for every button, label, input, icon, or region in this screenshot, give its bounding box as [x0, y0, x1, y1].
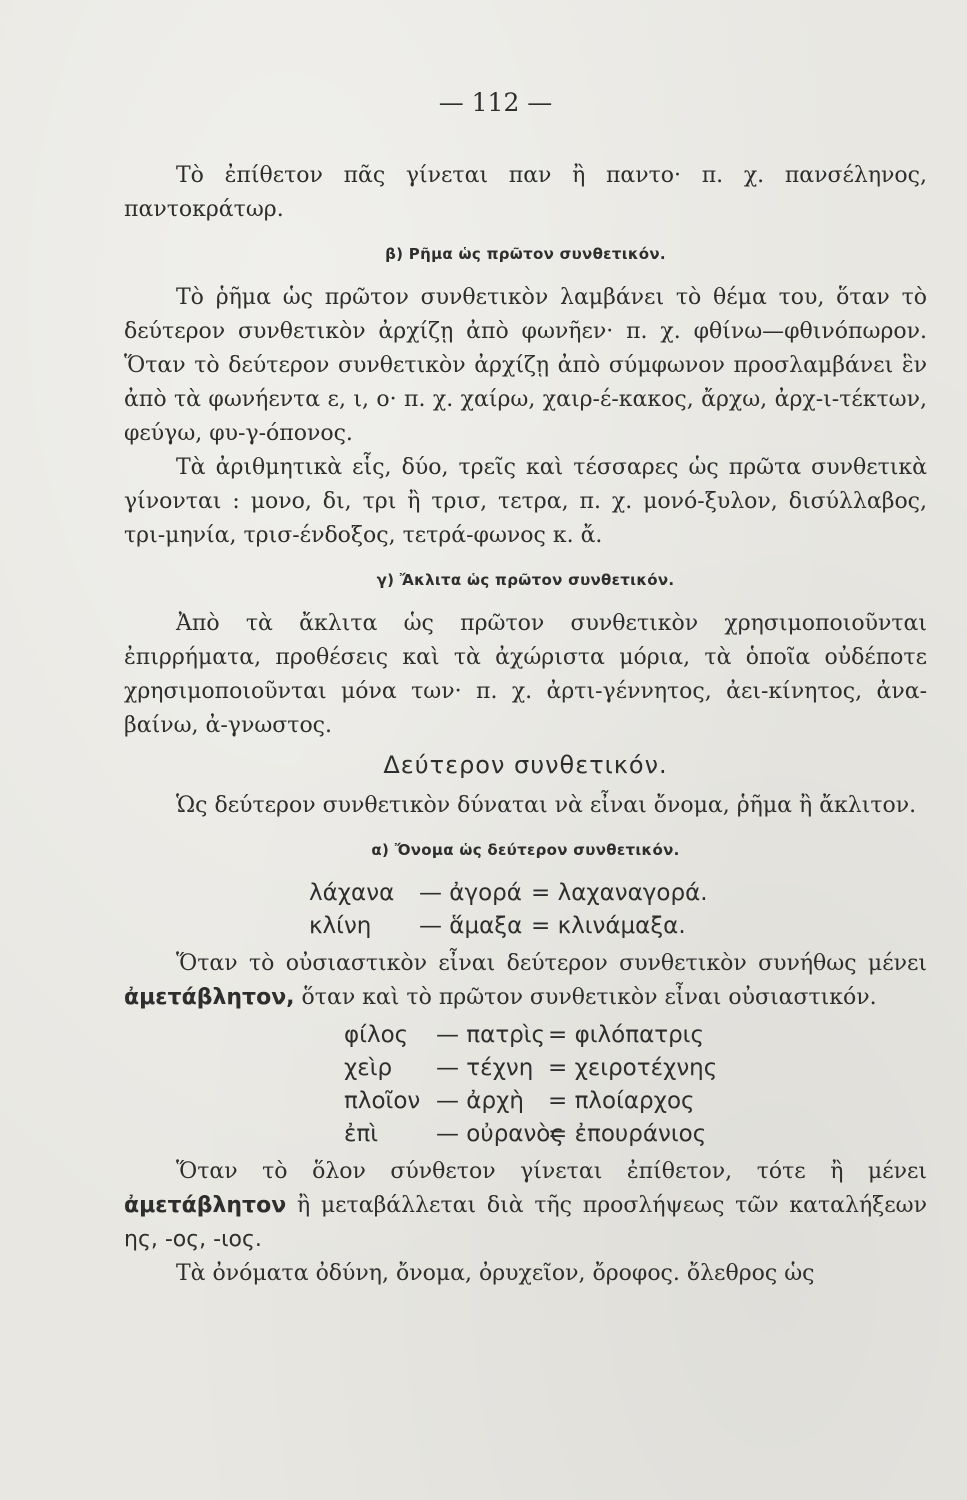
example-row: [344, 1052, 927, 1085]
example-row: [309, 877, 927, 910]
section-heading-alpha: α) Ὄνομα ὡς δεύτερον συνθετικόν.: [371, 841, 680, 859]
text-run: ἢ μεταβάλλεται διὰ τῆς προσλήψεως τῶν καταλήξεων: [296, 1193, 927, 1218]
example-second: — ἅμαξα: [419, 913, 523, 939]
paragraph-noun-unchanged: [124, 947, 927, 1015]
paragraph-numerals: Τὰ ἀριθμητικὰ εἷς, δύο, τρεῖς καὶ τέσσαρες ὡς πρῶτα συνθετικὰ γίνονται : μονο, δι, τρι ἢ τρισ, τετρα, π. χ. μονό-ξυλον, δισύλλαβος, τρι-μηνία, τρισ-ένδοξος, τετρά-φωνος κ. ἄ.: [124, 455, 927, 548]
paragraph-indeclinables: Ἀπὸ τὰ ἄκλιτα ὡς πρῶτον συνθετικὸν χρησιμοποιοῦνται ἐπιρρήματα, προθέσεις καὶ τὰ ἀχώριστα μόρια, τὰ ὁποῖα οὐδέποτε χρησιμοποιοῦνται μόνα των· π. χ. ἀρτι-γέννητος, ἀει-κίνητος, ἀνα-βαίνω, ἀ-γνωστος.: [124, 611, 927, 738]
page-number: — 112 —: [438, 88, 553, 117]
section-heading-beta: β) Ρῆμα ὡς πρῶτον συνθετικόν.: [385, 245, 666, 263]
example-second: — ἀγορά: [419, 880, 522, 906]
example-second: — πατρὶς: [436, 1022, 546, 1048]
example-result: = φιλόπατρις: [548, 1022, 704, 1048]
example-row: [309, 910, 927, 943]
example-result: = πλοίαρχος: [548, 1088, 695, 1114]
examples-noun-noun: [124, 877, 927, 943]
example-first: κλίνη: [309, 913, 372, 939]
example-result: = κλινάμαξα.: [531, 913, 686, 939]
section-heading-second-component: Δεύτερον συνθετικόν.: [383, 751, 668, 779]
example-result: = ἐπουράνιος: [548, 1121, 707, 1147]
example-first: φίλος: [344, 1022, 409, 1048]
example-result: = χειροτέχνης: [548, 1055, 718, 1081]
example-first: πλοῖον: [344, 1088, 421, 1114]
text-run: Ὅταν τὸ οὐσιαστικὸν εἶναι δεύτερον συνθετικὸν συνήθως μένει: [176, 951, 927, 976]
paragraph-second-component: Ὡς δεύτερον συνθετικὸν δύναται νὰ εἶναι ὄνομα, ῥῆμα ἢ ἄκλιτον.: [176, 793, 917, 818]
paragraph-names-continued: Τὰ ὀνόματα ὀδύνη, ὄνομα, ὀρυχεῖον, ὄροφος. ὄλεθρος ὡς: [176, 1261, 815, 1286]
example-first: ἐπὶ: [344, 1121, 379, 1147]
example-second: — οὐρανὸς: [436, 1121, 564, 1147]
paragraph-adjective-compound: [124, 1155, 927, 1257]
example-row: [344, 1118, 927, 1151]
bold-term: ἀμετάβλητον,: [124, 985, 295, 1010]
text-run: ὅταν καὶ τὸ πρῶτον συνθετικὸν εἶναι οὐσιαστικόν.: [301, 985, 877, 1010]
paragraph-verb-first: Τὸ ῥῆμα ὡς πρῶτον συνθετικὸν λαμβάνει τὸ θέμα του, ὅταν τὸ δεύτερον συνθετικὸν ἀρχίζῃ ἀπὸ φωνῆεν· π. χ. φθίνω—φθινόπωρον. Ὅταν τὸ δεύτερον συνθετικὸν ἀρχίζῃ ἀπὸ σύμφωνον προσλαμβάνει ἓν ἀπὸ τὰ φωνήεντα ε, ι, ο· π. χ. χαίρω, χαιρ-έ-κακος, ἄρχω, ἀρχ-ι-τέκτων, φεύγω, φυ-γ-όπονος.: [124, 285, 927, 446]
bold-term: ἀμετάβλητον: [124, 1193, 287, 1218]
examples-compound-adjectives: [124, 1019, 927, 1151]
example-second: — τέχνη: [436, 1055, 534, 1081]
example-first: λάχανα: [309, 880, 395, 906]
suffix-list: ης, -ος, -ιος.: [124, 1227, 262, 1252]
text-run: Ὅταν τὸ ὅλον σύνθετον γίνεται ἐπίθετον, τότε ἢ μένει: [176, 1159, 927, 1184]
paragraph-pas: Τὸ ἐπίθετον πᾶς γίνεται παν ἢ παντο· π. χ. πανσέληνος, παντοκράτωρ.: [124, 163, 927, 222]
section-heading-gamma: γ) Ἄκλιτα ὡς πρῶτον συνθετικόν.: [376, 571, 675, 589]
example-row: [344, 1019, 927, 1052]
example-first: χεὶρ: [344, 1055, 393, 1081]
example-row: [344, 1085, 927, 1118]
example-result: = λαχαναγορά.: [531, 880, 708, 906]
example-second: — ἀρχὴ: [436, 1088, 524, 1114]
